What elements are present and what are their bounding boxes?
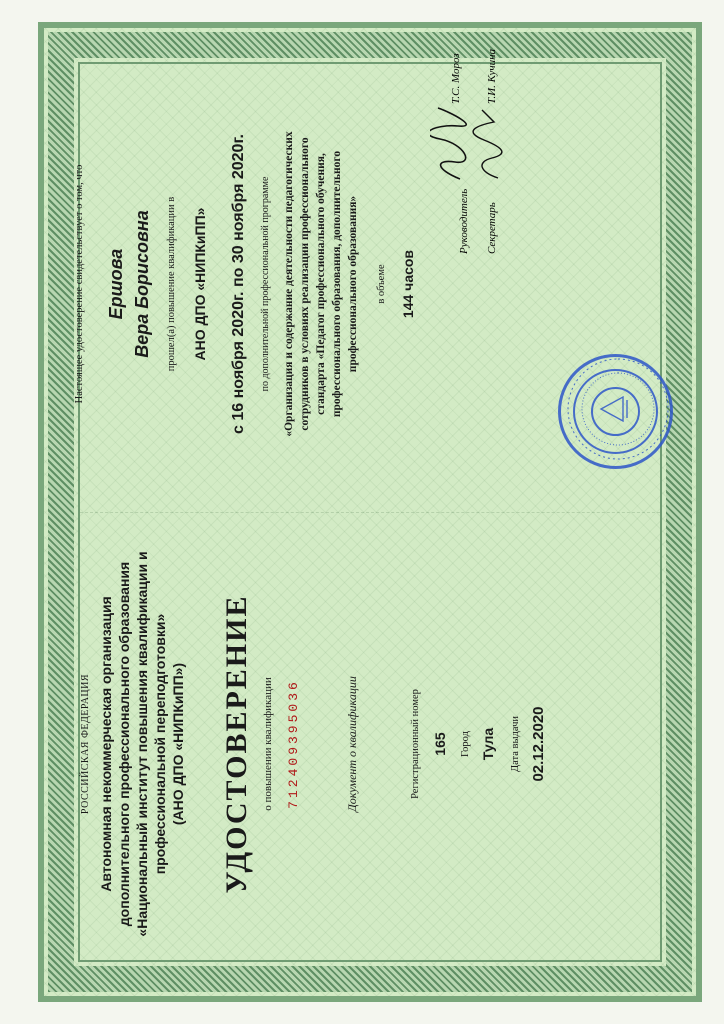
- program-line-1: «Организация и содержание деятельности педагогических: [283, 131, 295, 437]
- serial-number: 712409395036: [286, 679, 301, 809]
- program-label: по дополнительной профессиональной программе: [260, 176, 271, 392]
- program-line-5: профессионального образования»: [347, 195, 359, 373]
- document-type: Документ о квалификации: [345, 676, 359, 812]
- city-label: Город: [460, 731, 471, 757]
- registration-number-value: 165: [432, 732, 448, 756]
- official-stamp: [558, 354, 673, 469]
- issue-date-label: Дата выдачи: [510, 715, 521, 773]
- recipient-surname: Ершова: [106, 248, 126, 320]
- org-name-line-5: (АНО ДПО «НИПКиПП»): [170, 662, 186, 826]
- head-role: Руководитель: [458, 188, 470, 254]
- stamp-pattern: [561, 351, 676, 466]
- issue-date-value: 02.12.2020: [530, 706, 547, 782]
- head-signature: [430, 104, 470, 184]
- org-name-line-1: Автономная некоммерческая организация: [98, 596, 114, 892]
- program-line-2: сотрудников в условиях реализации профессионального: [299, 137, 311, 431]
- program-line-4: профессионального образования, дополнительного: [331, 150, 343, 418]
- registration-number-label: Регистрационный номер: [410, 689, 421, 799]
- passed-text: прошел(а) повышение квалификации в: [166, 196, 177, 372]
- document-title: УДОСТОВЕРЕНИЕ: [220, 594, 253, 894]
- recipient-given-names: Вера Борисовна: [132, 210, 152, 358]
- volume-value: 144 часов: [400, 249, 416, 319]
- secretary-signature: [470, 104, 510, 184]
- head-name: Т.С. Мороз: [450, 53, 462, 104]
- volume-label: в объеме: [376, 264, 387, 304]
- study-period: с 16 ноября 2020г. по 30 ноября 2020г.: [230, 134, 247, 434]
- organization-short-name: АНО ДПО «НИПКиПП»: [192, 207, 208, 361]
- document-subtitle: о повышении квалификации: [262, 677, 274, 811]
- secretary-name: Т.И. Кучина: [486, 48, 498, 104]
- org-name-line-4: профессиональной переподготовки»: [152, 613, 168, 875]
- secretary-role: Секретарь: [486, 202, 498, 254]
- country-label: РОССИЙСКАЯ ФЕДЕРАЦИЯ: [80, 673, 91, 815]
- city-value: Тула: [480, 727, 496, 761]
- org-name-line-3: «Национальный институт повышения квалификации и: [134, 551, 150, 937]
- cover-panel: [70, 534, 660, 954]
- org-name-line-2: дополнительного профессионального образования: [116, 561, 132, 927]
- intro-text: Настоящее удостоверение свидетельствует о том, что: [74, 164, 85, 404]
- program-line-3: стандарта «Педагог профессионального обучения,: [315, 153, 327, 415]
